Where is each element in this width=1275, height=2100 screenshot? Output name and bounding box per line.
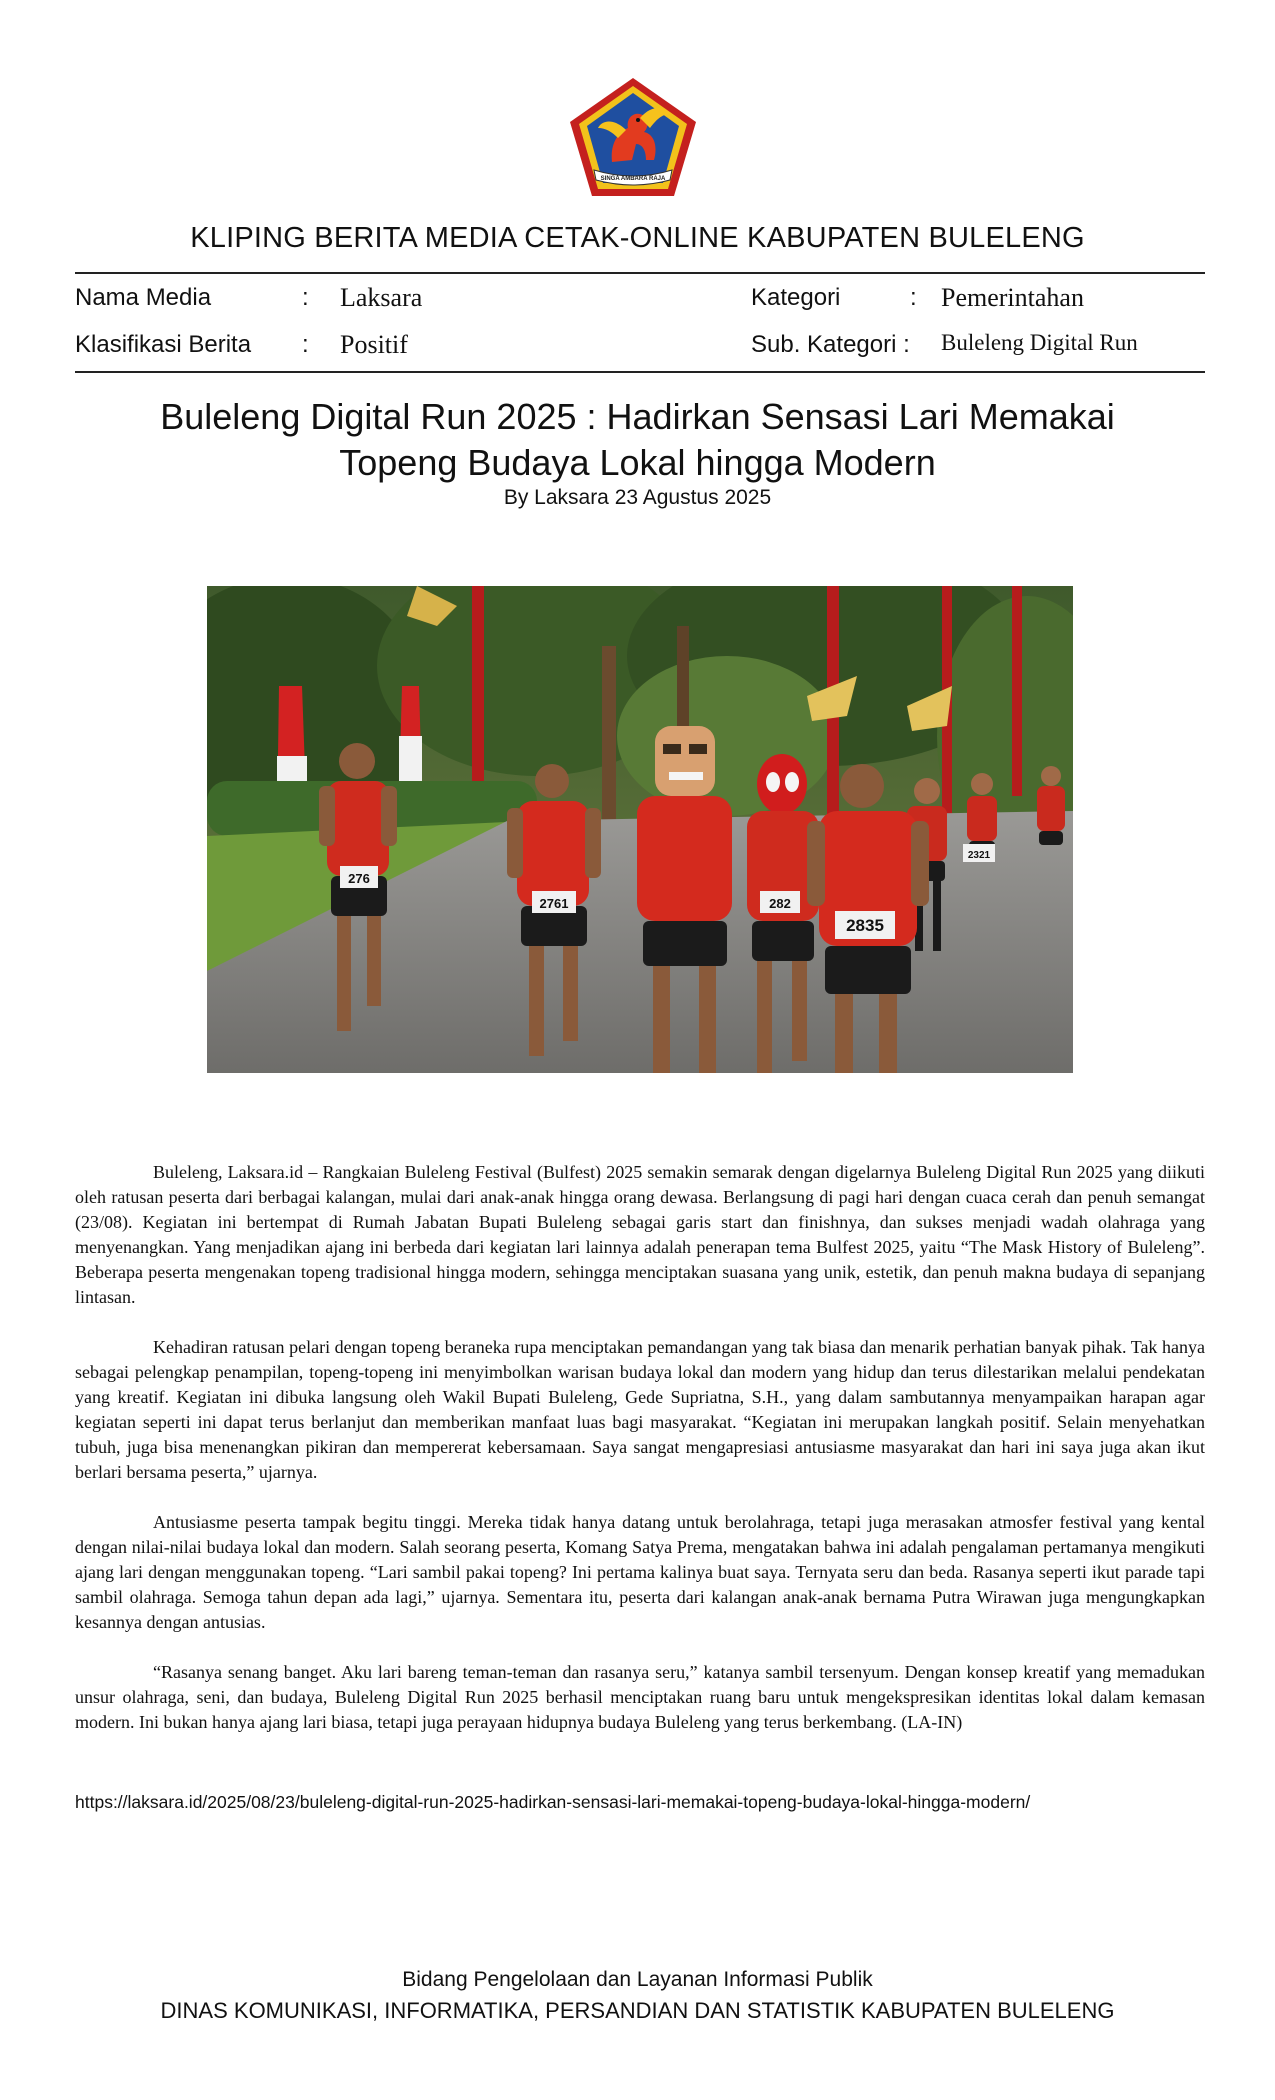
source-link[interactable]: https://laksara.id/2025/08/23/buleleng-digital-run-2025-hadirkan-sensasi-lari-memakai-topeng-budaya-lokal-hingga-modern/ [75,1792,1031,1812]
media-name-value: Laksara [340,283,423,312]
emblem-motto: SINGA AMBARA RAJA [600,176,666,182]
article-byline: By Laksara 23 Agustus 2025 [503,486,772,509]
category-separator: : [910,284,917,311]
footer-division: Bidang Pengelolaan dan Layanan Informasi Publik [402,1968,873,1991]
runners-photo [207,586,1073,1073]
article-body [75,1160,1205,1760]
media-name-label: Nama Media [75,284,212,311]
clipping-header-title: KLIPING BERITA MEDIA CETAK-ONLINE KABUPATEN BULELENG [190,222,1085,254]
subcategory-label: Sub. Kategori : [751,331,910,358]
header-divider-top [75,272,1205,274]
category-value: Pemerintahan [941,283,1084,312]
runner-bib-3: 2835 [846,916,884,935]
runner-bib-1: 276 [348,871,370,886]
article-paragraph: Antusiasme peserta tampak begitu tinggi. Mereka tidak hanya datang untuk berolahraga, tetapi juga merasakan atmosfer festival yang kental dengan nilai-nilai budaya lokal dan modern. Salah seorang peserta, Komang Satya Prema, mengatakan bahwa ini adalah pengalaman pertamanya mengikuti ajang lari dengan menggunakan topeng. “Lari sambil pakai topeng? Ini pertama kalinya buat saya. Ternyata seru dan beda. Rasanya seperti ikut parade tapi sambil olahraga. Semoga tahun depan ada lagi,” ujarnya. Sementara itu, peserta dari kalangan anak-anak bernama Putra Wirawan juga mengungkapkan kesannya dengan antusias. [75,1512,1205,1632]
article-paragraph: “Rasanya senang banget. Aku lari bareng teman-teman dan rasanya seru,” katanya sambil tersenyum. Dengan konsep kreatif yang memadukan unsur olahraga, seni, dan budaya, Buleleng Digital Run 2025 berhasil menciptakan ruang baru untuk mengekspresikan identitas lokal dalam kemasan modern. Ini bukan hanya ajang lari biasa, tetapi juga perayaan hidupnya budaya Buleleng yang terus berkembang. (LA-IN) [75,1662,1205,1732]
runner-bib-2: 2761 [539,896,569,911]
footer-agency: DINAS KOMUNIKASI, INFORMATIKA, PERSANDIAN DAN STATISTIK KABUPATEN BULELENG [160,1998,1115,2023]
article-paragraph: Buleleng, Laksara.id – Rangkaian Buleleng Festival (Bulfest) 2025 semakin semarak dengan digelarnya Buleleng Digital Run 2025 yang diikuti oleh ratusan peserta dari berbagai kalangan, mulai dari anak-anak hingga orang dewasa. Berlangsung di pagi hari dengan cuaca cerah dan penuh semangat (23/08). Kegiatan ini bertempat di Rumah Jabatan Bupati Buleleng sebagai garis start dan finishnya, dan sukses menjadi wadah olahraga yang menyenangkan. Yang menjadikan ajang ini berbeda dari kegiatan lari lainnya adalah penerapan tema Bulfest 2025, yaitu “The Mask History of Buleleng”. Beberapa peserta mengenakan topeng tradisional hingga modern, sehingga menciptakan suasana yang unik, estetik, dan penuh makna budaya di sepanjang lintasan. [75,1162,1205,1307]
media-name-separator: : [302,284,309,311]
article-title: Buleleng Digital Run 2025 : Hadirkan Sensasi Lari Memakai Topeng Budaya Lokal hingga Modern [160,396,1115,483]
classification-label: Klasifikasi Berita [75,331,252,358]
subcategory-value: Buleleng Digital Run [941,330,1138,355]
header-divider-bottom [75,371,1205,373]
article-paragraph: Kehadiran ratusan pelari dengan topeng beraneka rupa menciptakan pemandangan yang tak biasa dan menarik perhatian banyak pihak. Tak hanya sebagai pelengkap penampilan, topeng-topeng ini menyimbolkan warisan budaya lokal dan modern yang hidup dan terus dilestarikan melalui pendekatan yang kreatif. Kegiatan ini dibuka langsung oleh Wakil Bupati Buleleng, Gede Supriatna, S.H., yang dalam sambutannya menyampaikan harapan agar kegiatan seperti ini dapat terus berlanjut dan memberikan manfaat luas bagi masyarakat. “Kegiatan ini merupakan langkah positif. Selain menyehatkan tubuh, juga bisa menenangkan pikiran dan mempererat kebersamaan. Saya sangat mengapresiasi antusiasme masyarakat dan hari ini saya juga akan ikut berlari bersama peserta,” ujarnya. [75,1337,1205,1482]
emblem-logo [566,74,700,200]
runner-bib-5: 2321 [967,850,991,861]
classification-separator: : [302,331,309,358]
category-label: Kategori [751,284,841,311]
runner-bib-4: 282 [769,896,791,911]
classification-value: Positif [340,330,408,359]
